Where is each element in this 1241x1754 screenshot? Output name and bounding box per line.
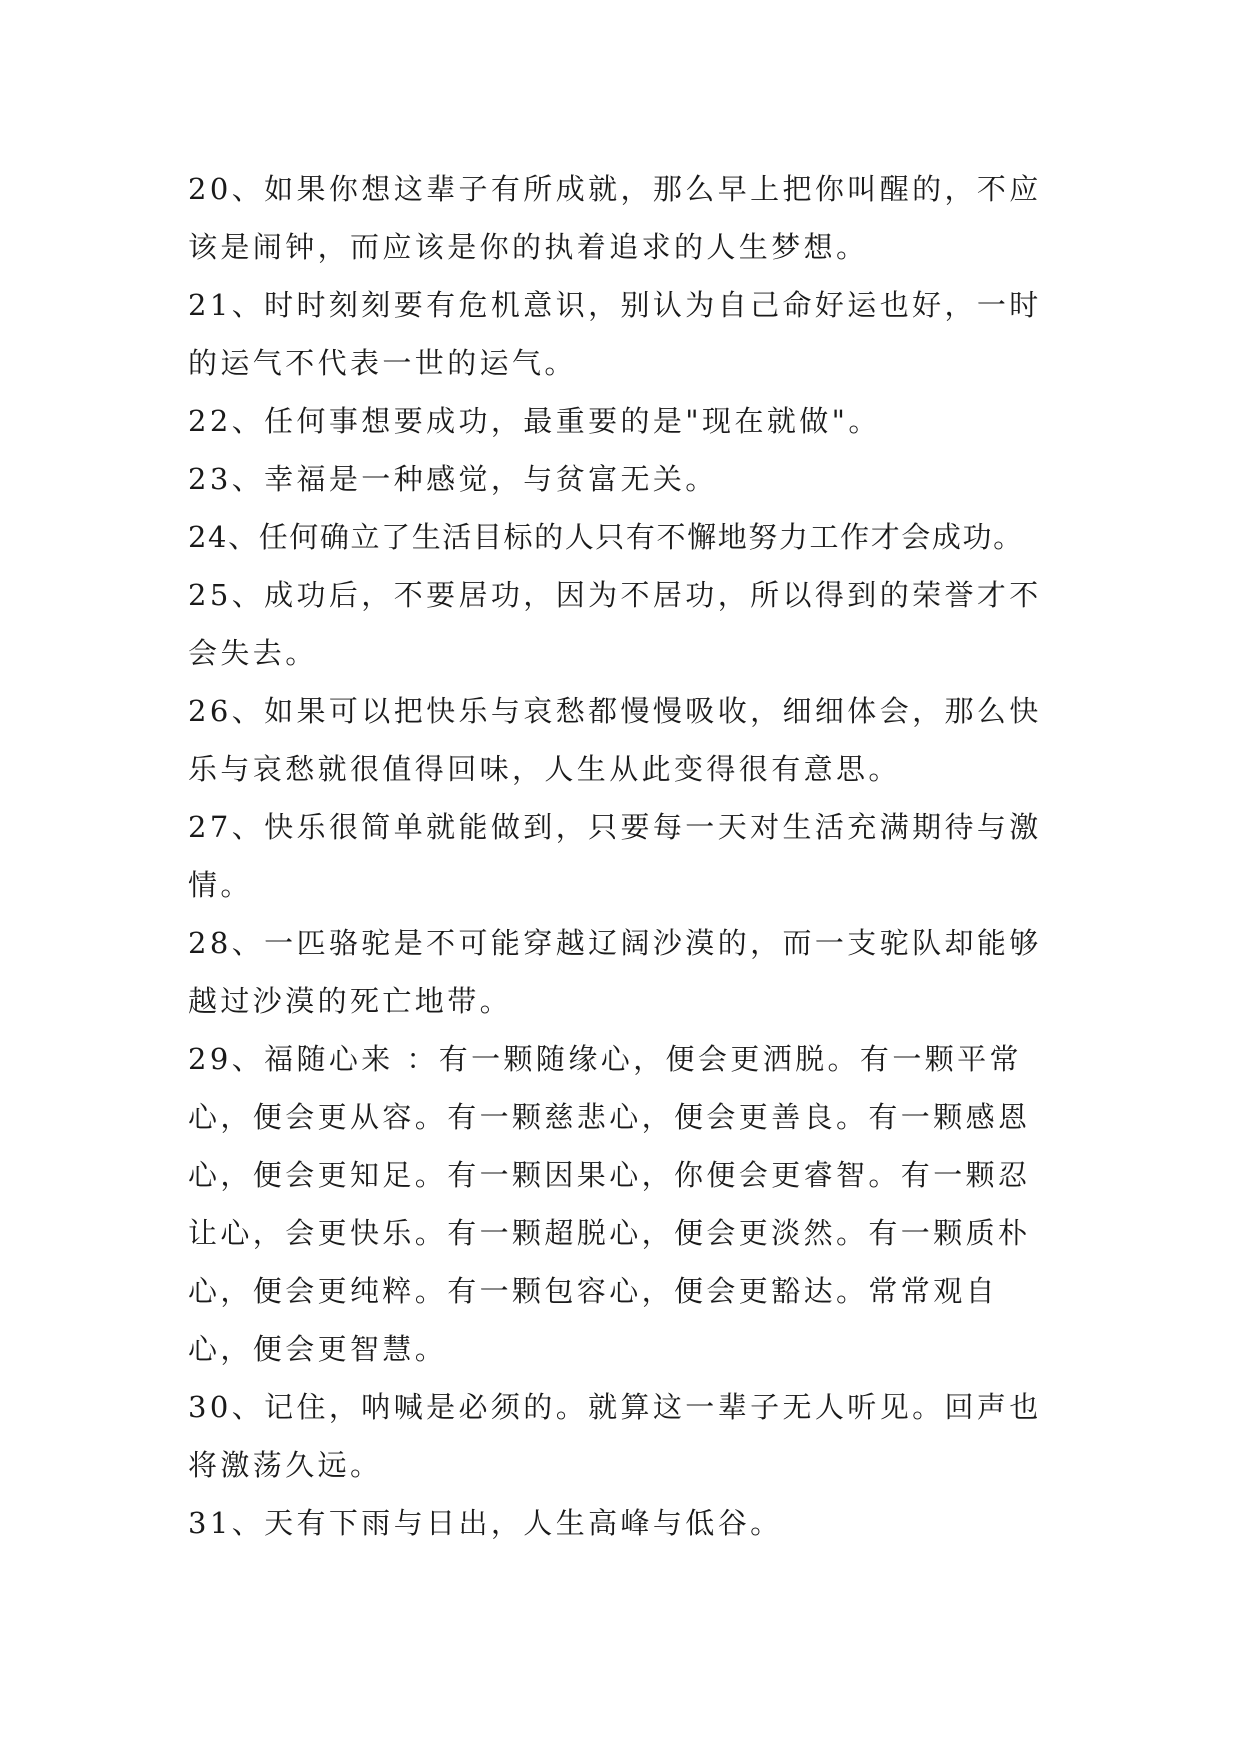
document-body <box>188 160 1058 1552</box>
quote-paragraph-24: 24、任何确立了生活目标的人只有不懈地努力工作才会成功。 <box>188 520 1024 554</box>
quote-paragraph-30: 30、记住，呐喊是必须的。就算这一辈子无人听见。回声也将激荡久远。 <box>188 1390 1042 1482</box>
quote-paragraph-23: 23、幸福是一种感觉，与贫富无关。 <box>188 462 718 496</box>
quote-paragraph-28: 28、一匹骆驼是不可能穿越辽阔沙漠的，而一支驼队却能够越过沙漠的死亡地带。 <box>188 926 1042 1018</box>
quote-paragraph-26: 26、如果可以把快乐与哀愁都慢慢吸收，细细体会，那么快乐与哀愁就很值得回味，人生从此变得很有意思。 <box>188 694 1042 786</box>
quote-paragraph-31: 31、天有下雨与日出，人生高峰与低谷。 <box>188 1506 783 1540</box>
quote-paragraph-22: 22、任何事想要成功，最重要的是"现在就做"。 <box>188 404 881 438</box>
quote-paragraph-20: 20、如果你想这辈子有所成就，那么早上把你叫醒的，不应该是闹钟，而应该是你的执着追求的人生梦想。 <box>188 172 1042 264</box>
quote-paragraph-29: 29、福随心来 ：有一颗随缘心，便会更洒脱。有一颗平常心，便会更从容。有一颗慈悲心，便会更善良。有一颗感恩心，便会更知足。有一颗因果心，你便会更睿智。有一颗忍让心，会更快乐。有一颗超脱心，便会更淡然。有一颗质朴心，便会更纯粹。有一颗包容心，便会更豁达。常常观自心，便会更智慧。 <box>188 1042 1031 1366</box>
quote-paragraph-25: 25、成功后，不要居功，因为不居功，所以得到的荣誉才不会失去。 <box>188 578 1042 670</box>
quote-paragraph-27: 27、快乐很简单就能做到，只要每一天对生活充满期待与激情。 <box>188 810 1042 902</box>
quote-paragraph-21: 21、时时刻刻要有危机意识，别认为自己命好运也好，一时的运气不代表一世的运气。 <box>188 288 1042 380</box>
